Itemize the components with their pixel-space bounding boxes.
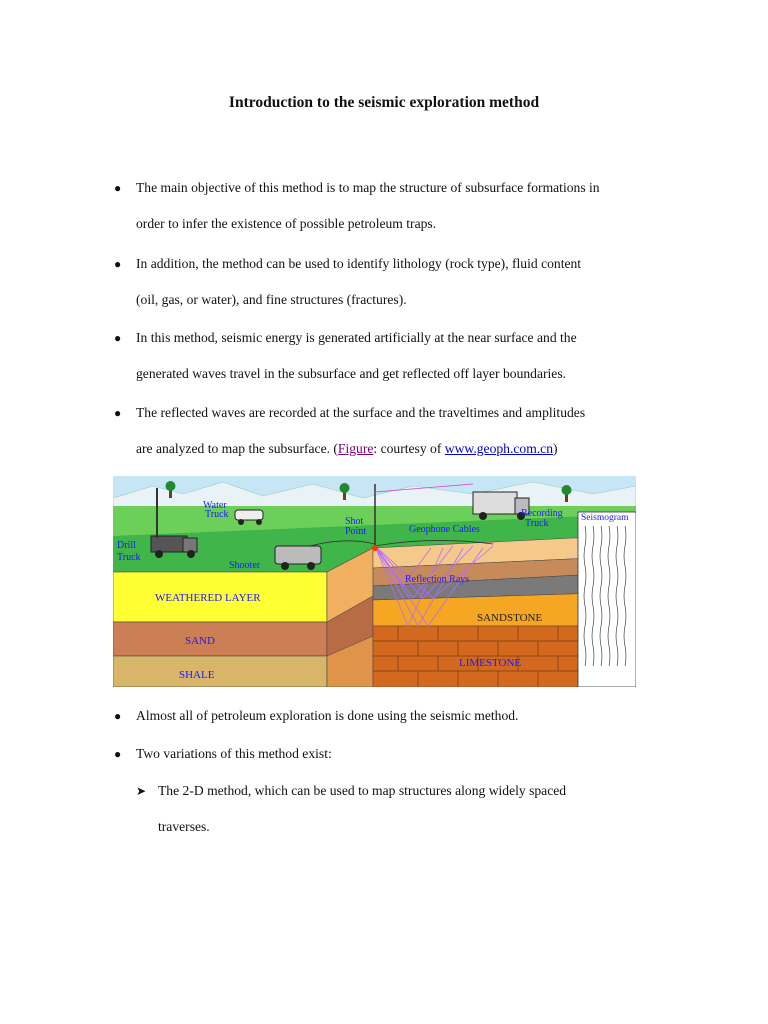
- bullet-dot-icon: ●: [114, 747, 122, 761]
- list-item-line: order to infer the existence of possible petroleum traps.: [136, 216, 437, 231]
- arrow-bullet-icon: ➤: [136, 784, 147, 798]
- shot-point-label: Point: [345, 526, 367, 537]
- list-item-line: In addition, the method can be used to identify lithology (rock type), fluid content: [136, 256, 582, 271]
- sand-label: SAND: [185, 635, 215, 647]
- list-item-line: [136, 431, 658, 467]
- bullet-dot-icon: ●: [114, 331, 122, 345]
- bullet-dot-icon: ●: [114, 257, 122, 271]
- list-item-line: The reflected waves are recorded at the surface and the traveltimes and amplitudes: [136, 405, 586, 420]
- bullet-dot-icon: ●: [114, 181, 122, 195]
- limestone-label: LIMESTONE: [459, 657, 522, 669]
- list-item-line: Two variations of this method exist:: [136, 746, 332, 761]
- drill-truck-label: Drill: [117, 540, 136, 551]
- sand-layer: [113, 622, 327, 656]
- bullet-dot-icon: ●: [114, 709, 122, 723]
- list-item-line: (oil, gas, or water), and fine structures (fractures).: [136, 292, 407, 307]
- shooter-label: Shooter: [229, 560, 261, 571]
- bullet-dot-icon: ●: [114, 406, 122, 420]
- drill-truck-label: Truck: [117, 552, 141, 563]
- shale-label: SHALE: [179, 669, 215, 681]
- water-truck-label: Water: [203, 500, 227, 511]
- seismic-exploration-figure: [113, 476, 636, 687]
- text-span: ): [553, 441, 558, 456]
- recording-truck-label: Recording: [521, 508, 563, 519]
- geoph-website-link[interactable]: www.geoph.com.cn: [444, 441, 553, 456]
- page-title: Introduction to the seismic exploration method: [228, 94, 540, 111]
- list-item-line: The 2-D method, which can be used to map structures along widely spaced: [158, 783, 567, 798]
- list-item-line: traverses.: [158, 819, 210, 834]
- list-item-line: Almost all of petroleum exploration is done using the seismic method.: [136, 708, 519, 723]
- list-item-line: The main objective of this method is to map the structure of subsurface formations in: [136, 180, 600, 195]
- geophone-cables-label: Geophone Cables: [409, 524, 480, 535]
- weathered-layer-label: WEATHERED LAYER: [155, 592, 261, 604]
- shot-point-marker: [372, 545, 378, 551]
- shale-layer: [113, 656, 327, 687]
- water-truck-label: Truck: [205, 509, 229, 520]
- seismogram-panel: [578, 512, 636, 687]
- seismogram-label: Seismogram: [581, 513, 629, 523]
- shot-point-label: Shot: [345, 516, 364, 527]
- list-item-line: In this method, seismic energy is generated artificially at the near surface and the: [136, 330, 577, 345]
- figure-link[interactable]: Figure: [337, 441, 374, 456]
- reflection-rays-label: Reflection Rays: [405, 574, 470, 585]
- text-span: : courtesy of: [373, 441, 445, 456]
- list-item-line: generated waves travel in the subsurface and get reflected off layer boundaries.: [136, 366, 567, 381]
- recording-truck-label: Truck: [525, 518, 549, 529]
- sandstone-label: SANDSTONE: [477, 612, 543, 624]
- text-span: are analyzed to map the subsurface. (: [136, 441, 338, 456]
